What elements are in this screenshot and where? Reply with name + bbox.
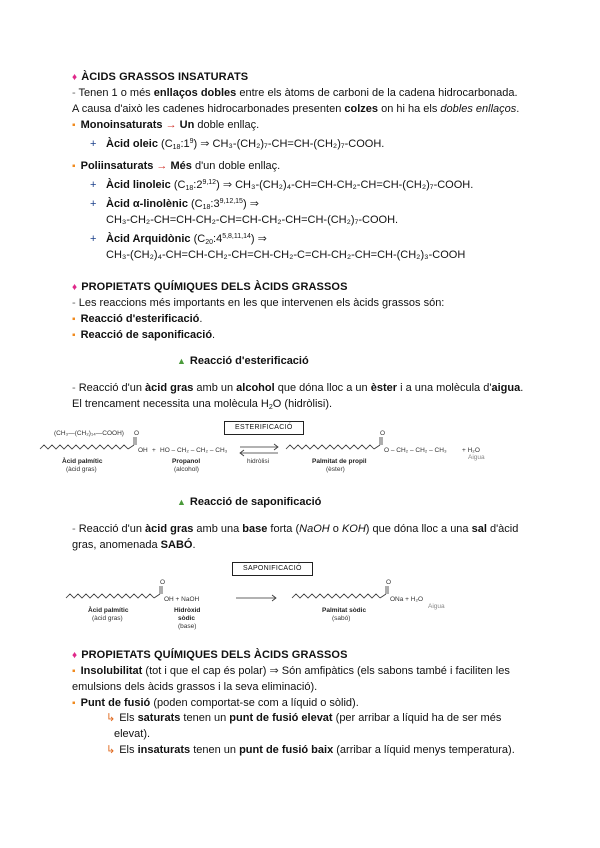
soap-sub: (sabó) (332, 614, 351, 622)
section-title-chem-props: ♦ PROPIETATS QUÍMIQUES DELS ÀCIDS GRASSOS (72, 281, 348, 294)
esterification-diagram (32, 421, 530, 485)
document-page (54, 70, 530, 759)
ester-chain (286, 445, 374, 449)
saponification-diagram (62, 562, 522, 632)
insolubility-line: ▪ Insolubilitat (tot i que el cap és polar) ⇒ Són amfipàtics (els sabons també i faciliten les (72, 664, 510, 677)
saturated-line: ↳ Els saturats tenen un punt de fusió elevat (per arribar a líquid ha de ser més (106, 712, 502, 725)
saponification-desc-2: gras, anomenada SABÓ. (72, 538, 196, 551)
propanol-sub: (alcohol) (174, 465, 199, 473)
bullet-square-icon: ▪ (72, 119, 76, 131)
acid-oh: OH (138, 446, 148, 454)
esterification-heading: ▲ Reacció d'esterificació (177, 354, 309, 367)
sapo-water-label: Aigua (428, 602, 445, 610)
base-label: Hidròxid (174, 606, 201, 614)
ester-o: O (380, 429, 386, 437)
soap-chain (292, 594, 380, 598)
bullet-square-icon: ▪ (72, 697, 76, 709)
soap-tail: ONa + H₂O (390, 595, 424, 603)
soap-label: Palmitat sòdic (322, 606, 367, 614)
naoh-formula: OH + NaOH (164, 595, 200, 603)
oleic-item: + Àcid oleic $(C_{18}:1^9)$ ⇒ CH₃-(CH₂)₇-CH=CH-(CH₂)₇-COOH. (90, 137, 385, 151)
insolubility-line-2: emulsions dels àcids grassos i la seva eliminació). (72, 680, 318, 693)
base-sub: (base) (178, 622, 197, 630)
saponification-heading: ▲ Reacció de saponificació (177, 495, 322, 508)
esterification-box: ESTERIFICACIÓ (224, 421, 304, 435)
section-title-chem-props-2: ♦ PROPIETATS QUÍMIQUES DELS ÀCIDS GRASSOS (72, 648, 348, 661)
hydrolysis-label: hidròlisi (247, 457, 270, 465)
propanol-formula: HO – CH₂ – CH₂ – CH₃ (160, 446, 228, 454)
palmitic-label: Àcid palmític (62, 457, 103, 465)
soap-o: O (386, 578, 392, 586)
intro-line-2: A causa d'això les cadenes hidrocarbonades presenten colzes on hi ha els dobles enllaços. (72, 102, 520, 115)
esterification-desc: - Reacció d'un àcid gras amb un alcohol que dóna lloc a un èster i a una molècula d'aigua. (72, 381, 524, 394)
section-title-unsaturated: ♦ ÀCIDS GRASSOS INSATURATS (72, 71, 249, 83)
base-label-2: sòdic (178, 614, 195, 622)
ester-sub: (èster) (326, 465, 345, 473)
intro-line: - Tenen 1 o més enllaços dobles entre els àtoms de carboni de la cadena hidrocarbonada. (72, 86, 518, 99)
saturated-line-2: elevat). (114, 728, 151, 741)
diamond-icon: ♦ (72, 72, 78, 83)
palmitic-sub: (àcid gras) (66, 465, 97, 473)
triangle-icon: ▲ (177, 496, 186, 507)
arrow-icon: → (156, 159, 168, 172)
arrow-icon: → (165, 118, 177, 131)
curved-arrow-icon: ↳ (106, 744, 116, 757)
sapo-acid-chain (66, 594, 154, 598)
plus-sign: + (152, 446, 156, 454)
linolenic-item: + Àcid α-linolènic $(C_{18}:3^{9,12,15})$ ⇒ CH₃-CH₂-CH=CH-CH₂-CH=CH-CH₂-CH=CH-(CH₂)₇-COOH. (90, 197, 399, 227)
bullet-square-icon: ▪ (72, 329, 76, 341)
sapo-acid-o: O (160, 578, 166, 586)
reaction-item-2: ▪ Reacció de saponificació. (72, 328, 216, 341)
ester-tail: O – CH₂ – CH₂ – CH₃ (384, 446, 447, 454)
diamond-icon: ♦ (72, 282, 78, 294)
bullet-square-icon: ▪ (72, 160, 76, 172)
bullet-square-icon: ▪ (72, 665, 76, 677)
linoleic-item: + Àcid linoleic $(C_{18}:2^{9,12})$ ⇒ CH₃-(CH₂)₄-CH=CH-CH₂-CH=CH-(CH₂)₇-COOH. (90, 178, 474, 192)
ester-label: Palmitat de propil (312, 457, 367, 465)
water-label: Aigua (468, 453, 485, 461)
reactions-intro: - Les reaccions més importants en les que intervenen els àcids grassos són: (72, 297, 445, 310)
triangle-icon: ▲ (177, 355, 186, 366)
acid-o: O (134, 429, 140, 437)
water-formula: + H₂O (462, 446, 480, 454)
fusion-line: ▪ Punt de fusió (poden comportat-se com a líquid o sòlid). (72, 696, 359, 709)
curved-arrow-icon: ↳ (106, 712, 116, 725)
esterification-desc-2: El trencament necessita una molècula $H_2O$ (hidròlisi). (72, 397, 333, 411)
reaction-item-1: ▪ Reacció d'esterificació. (72, 313, 203, 325)
bullet-square-icon: ▪ (72, 314, 76, 325)
saponification-box: SAPONIFICACIÓ (232, 562, 313, 576)
sapo-acid-label: Àcid palmític (88, 606, 129, 614)
unsaturated-line: ↳ Els insaturats tenen un punt de fusió baix (arribar a líquid menys temperatura). (106, 744, 515, 757)
poli-line: ▪ Poliinsaturats → Més d'un doble enllaç. (72, 159, 281, 172)
saponification-desc: - Reacció d'un àcid gras amb una base forta (NaOH o KOH) que dóna lloc a una sal d'àcid (72, 522, 519, 535)
sapo-acid-sub: (àcid gras) (92, 614, 123, 622)
mono-line: ▪ Monoinsaturats → Un doble enllaç. (72, 118, 260, 131)
arachidonic-item: + Àcid Arquidònic $(C_{20}:4^{5,8,11,14})$ ⇒ CH₃-(CH₂)₄-CH=CH-CH₂-CH=CH-CH₂-C=CH-CH₂-CH=CH-(CH₂)₃-COOH (90, 233, 466, 262)
palmitic-formula: (CH₃—(CH₂)₁₄—COOH) (54, 429, 124, 437)
diamond-icon: ♦ (72, 649, 78, 661)
propanol-label: Propanol (172, 457, 201, 465)
acid-chain (40, 445, 128, 449)
